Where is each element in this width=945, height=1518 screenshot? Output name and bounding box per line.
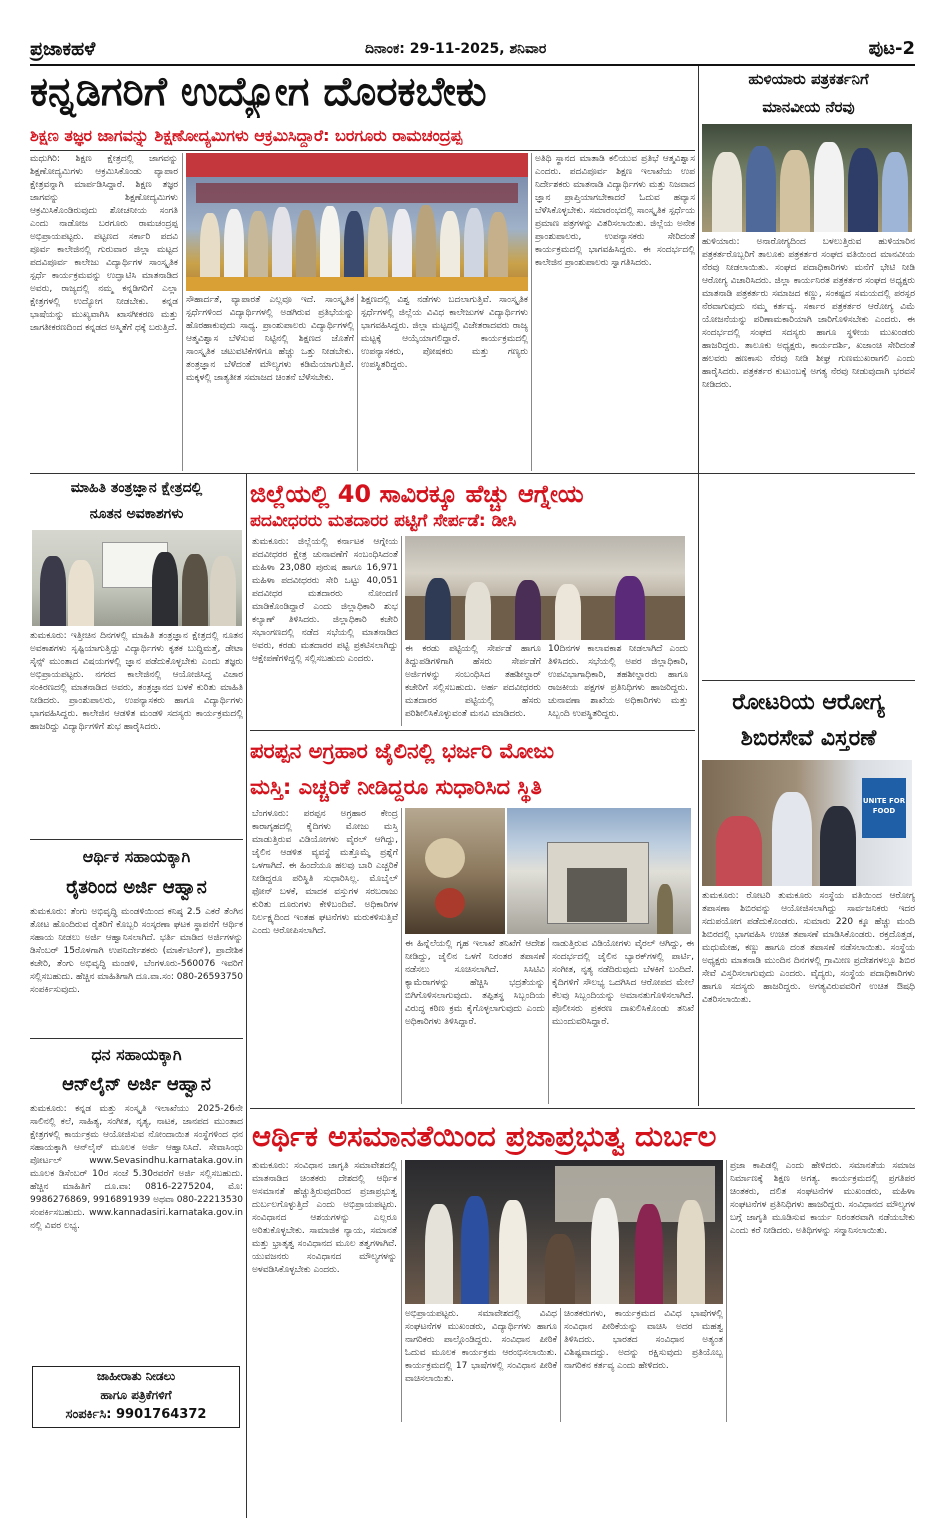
mahiti-title-1: ಮಾಹಿತಿ ತಂತ್ರಜ್ಞಾನ ಕ್ಷೇತ್ರದಲ್ಲಿ	[70, 480, 203, 496]
voters-caption-1: ಈ ಕರಡು ಪಟ್ಟಿಯಲ್ಲಿ ಸೇರ್ಪಡೆ ಹಾಗೂ ತಿದ್ದುಪಡಿಗಳಿಗಾಗಿ ಹೆಸರು ಸೇರ್ಪಡೆಗೆ ಅರ್ಜಿಗಳನ್ನು ಸಂಬಂಧಿಸಿದ ತಹಶೀಲ್ದಾರ್ ಕಚೇರಿಗೆ ಸಲ್ಲಿಸಬಹುದು. ಅರ್ಹ ಪದವೀಧರರು ಮತದಾರರ ಪಟ್ಟಿಯಲ್ಲಿ ಹೆಸರು ಪರಿಶೀಲಿಸಿಕೊಳ್ಳುವಂತೆ ಮನವಿ ಮಾಡಿದರು.	[405, 644, 541, 719]
rotary-title-1: ರೋಟರಿಯ ಆರೋಗ್ಯ	[732, 690, 885, 715]
equality-photo	[405, 1160, 723, 1304]
mahiti-photo	[32, 530, 242, 626]
dhana-title-2: ಆನ್‌ಲೈನ್ ಅರ್ಜಿ ಆಹ್ವಾನ	[62, 1074, 211, 1095]
voters-photo	[405, 536, 685, 640]
mahiti-body: ತುಮಕೂರು: ಇತ್ತೀಚಿನ ದಿನಗಳಲ್ಲಿ ಮಾಹಿತಿ ತಂತ್ರಜ್ಞಾನ ಕ್ಷೇತ್ರದಲ್ಲಿ ನೂತನ ಅವಕಾಶಗಳು ಸೃಷ್ಟಿಯಾಗುತ್ತಿದ್ದು ವಿದ್ಯಾರ್ಥಿಗಳು ಕೃತಕ ಬುದ್ಧಿಮತ್ತೆ, ಡೇಟಾ ಸೈನ್ಸ್ ಮುಂತಾದ ವಿಷಯಗಳಲ್ಲಿ ಜ್ಞಾನ ಪಡೆದುಕೊಳ್ಳಬೇಕು ಎಂದು ತಜ್ಞರು ಅಭಿಪ್ರಾಯಪಟ್ಟರು. ನಗರದ ಕಾಲೇಜಿನಲ್ಲಿ ಆಯೋಜಿಸಿದ್ದ ವಿಚಾರ ಸಂಕಿರಣದಲ್ಲಿ ಮಾತನಾಡಿದ ಅವರು, ತಂತ್ರಜ್ಞಾನದ ಬಳಕೆ ಕುರಿತು ಮಾಹಿತಿ ನೀಡಿದರು. ಪ್ರಾಂಶುಪಾಲರು, ಉಪನ್ಯಾಸಕರು ಹಾಗೂ ವಿದ್ಯಾರ್ಥಿಗಳು ಭಾಗವಹಿಸಿದ್ದರು. ಕಾಲೇಜಿನ ಆಡಳಿತ ಮಂಡಳಿ ಸದಸ್ಯರು ಕಾರ್ಯಕ್ರಮದಲ್ಲಿ ಹಾಜರಿದ್ದು ವಿದ್ಯಾರ್ಥಿಗಳಿಗೆ ಶುಭ ಹಾರೈಸಿದರು.	[30, 631, 243, 732]
dhana-body: ತುಮಕೂರು: ಕನ್ನಡ ಮತ್ತು ಸಂಸ್ಕೃತಿ ಇಲಾಖೆಯು 2025-26ನೇ ಸಾಲಿನಲ್ಲಿ ಕಲೆ, ಸಾಹಿತ್ಯ, ಸಂಗೀತ, ನೃತ್ಯ, ನಾಟಕ, ಜಾನಪದ ಮುಂತಾದ ಕ್ಷೇತ್ರಗಳಲ್ಲಿ ಕಾರ್ಯಕ್ರಮ ಆಯೋಜಿಸುವ ನೋಂದಾಯಿತ ಸಂಸ್ಥೆಗಳಿಂದ ಧನ ಸಹಾಯಕ್ಕಾಗಿ ಆನ್‌ಲೈನ್ ಮೂಲಕ ಅರ್ಜಿ ಆಹ್ವಾನಿಸಿದೆ. ಸೇವಾಸಿಂಧು ಪೋರ್ಟಲ್ www.Sevasindhu.karnataka.gov.in ಮೂಲಕ ಡಿಸೆಂಬರ್ 10ರ ಸಂಜೆ 5.30ರವರೆಗೆ ಅರ್ಜಿ ಸಲ್ಲಿಸಬಹುದು. ಹೆಚ್ಚಿನ ಮಾಹಿತಿಗೆ ದೂ.ವಾ: 0816-2275204, ಮೊ: 9986276869, 9916891939 ಅಥವಾ 080-22213530 ಸಂಪರ್ಕಿಸಬಹುದು. www.kannadasiri.karnataka.gov.in ನಲ್ಲಿ ವಿವರ ಲಭ್ಯ.	[30, 1104, 243, 1231]
issue-date: ದಿನಾಂಕ: 29-11-2025, ಶನಿವಾರ	[365, 41, 547, 57]
ad-line-1: ಜಾಹೀರಾತು ನೀಡಲು	[96, 1369, 176, 1383]
lead-column-2: ಸೌಹಾರ್ದತೆ, ವ್ಯಾಪಾರತೆ ಎಲ್ಲವೂ ಇದೆ. ಸಾಂಸ್ಕೃತಿಕ ಸ್ಪರ್ಧೆಗಳಿಂದ ವಿದ್ಯಾರ್ಥಿಗಳಲ್ಲಿ ಅಡಗಿರುವ ಪ್ರತಿಭೆಯನ್ನು ಹೊರಹಾಕುವುದು ಸಾಧ್ಯ. ಪ್ರಾಂಶುಪಾಲರು ವಿದ್ಯಾರ್ಥಿಗಳಲ್ಲಿ ಆತ್ಮವಿಶ್ವಾಸ ಬೆಳೆಸುವ ನಿಟ್ಟಿನಲ್ಲಿ ಶಿಕ್ಷಣದ ಜೊತೆಗೆ ಸಾಂಸ್ಕೃತಿಕ ಚಟುವಟಿಕೆಗಳಿಗೂ ಹೆಚ್ಚು ಒತ್ತು ನೀಡಬೇಕು. ತಂತ್ರಜ್ಞಾನ ಬೆಳೆದಂತೆ ಮೌಲ್ಯಗಳು ಕಡಿಮೆಯಾಗುತ್ತಿವೆ. ಮಕ್ಕಳಲ್ಲಿ ಜಾತ್ಯತೀತ ಸಮಾಜದ ಚಿಂತನೆ ಬೆಳೆಸಬೇಕು.	[186, 295, 354, 383]
page-number: ಪುಟ-2	[868, 38, 915, 59]
voters-column-1: ತುಮಕೂರು: ಜಿಲ್ಲೆಯಲ್ಲಿ ಕರ್ನಾಟಕ ಆಗ್ನೇಯ ಪದವೀಧರರ ಕ್ಷೇತ್ರ ಚುನಾವಣೆಗೆ ಸಂಬಂಧಿಸಿದಂತೆ ಮಹಿಳಾ 23,080 ಪುರುಷ ಹಾಗೂ 16,971 ಮಹಿಳಾ ಪದವೀಧರರು ಸೇರಿ ಒಟ್ಟು 40,051 ಪದವೀಧರ ಮತದಾರರು ನೋಂದಣಿ ಮಾಡಿಕೊಂಡಿದ್ದಾರೆ ಎಂದು ಜಿಲ್ಲಾಧಿಕಾರಿ ಶುಭ ಕಲ್ಯಾಣ್ ತಿಳಿಸಿದರು. ಜಿಲ್ಲಾಧಿಕಾರಿ ಕಚೇರಿ ಸಭಾಂಗಣದಲ್ಲಿ ನಡೆದ ಸಭೆಯಲ್ಲಿ ಮಾತನಾಡಿದ ಅವರು, ಕರಡು ಮತದಾರರ ಪಟ್ಟಿ ಪ್ರಕಟಿಸಲಾಗಿದ್ದು ಆಕ್ಷೇಪಣೆಗಳಿದ್ದಲ್ಲಿ ಸಲ್ಲಿಸಬಹುದು ಎಂದರು.	[252, 537, 398, 664]
advertisement-box	[32, 1366, 240, 1428]
dhana-title-1: ಧನ ಸಹಾಯಕ್ಕಾಗಿ	[91, 1045, 182, 1064]
jail-headline-2: ಮಸ್ತಿ: ಎಚ್ಚರಿಕೆ ನೀಡಿದ್ದರೂ ಸುಧಾರಿಸಿದ ಸ್ಥಿತಿ	[250, 775, 542, 799]
masthead	[30, 36, 915, 66]
equality-caption-1: ಅಭಿಪ್ರಾಯಪಟ್ಟರು. ಸಮಾವೇಶದಲ್ಲಿ ವಿವಿಧ ಸಂಘಟನೆಗಳ ಮುಖಂಡರು, ವಿದ್ಯಾರ್ಥಿಗಳು ಹಾಗೂ ನಾಗರಿಕರು ಪಾಲ್ಗೊಂಡಿದ್ದರು. ಸಂವಿಧಾನ ಪೀಠಿಕೆ ಓದುವ ಮೂಲಕ ಕಾರ್ಯಕ್ರಮ ಆರಂಭಿಸಲಾಯಿತು. ಕಾರ್ಯಕ್ರಮದಲ್ಲಿ 17 ಭಾಷೆಗಳಲ್ಲಿ ಸಂವಿಧಾನ ಪೀಠಿಕೆ ವಾಚಿಸಲಾಯಿತು.	[405, 1309, 557, 1384]
lead-column-1: ಮಧುಗಿರಿ: ಶಿಕ್ಷಣ ಕ್ಷೇತ್ರದಲ್ಲಿ ಜಾಗವನ್ನು ಶಿಕ್ಷಣೋದ್ಯಮಿಗಳು ಆಕ್ರಮಿಸಿಕೊಂಡು ವ್ಯಾಪಾರ ಕ್ಷೇತ್ರವನ್ನಾಗಿ ಮಾರ್ಪಡಿಸಿದ್ದಾರೆ. ಶಿಕ್ಷಣ ತಜ್ಞರ ಜಾಗವನ್ನು ಶಿಕ್ಷಣೋದ್ಯಮಿಗಳು ಆಕ್ರಮಿಸಿಕೊಂಡಿರುವುದು ಶೋಚನೀಯ ಸಂಗತಿ ಎಂದು ನಾಡೋಜ ಬರಗೂರು ರಾಮಚಂದ್ರಪ್ಪ ಅಭಿಪ್ರಾಯಪಟ್ಟರು. ಪಟ್ಟಣದ ಸರ್ಕಾರಿ ಪದವಿ ಪೂರ್ವ ಕಾಲೇಜಿನಲ್ಲಿ ಗುರುವಾರ ಜಿಲ್ಲಾ ಮಟ್ಟದ ಪದವಿಪೂರ್ವ ಕಾಲೇಜು ವಿದ್ಯಾರ್ಥಿಗಳ ಸಾಂಸ್ಕೃತಿಕ ಸ್ಪರ್ಧೆ ಕಾರ್ಯಕ್ರಮವನ್ನು ಉದ್ಘಾಟಿಸಿ ಮಾತನಾಡಿದ ಅವರು, ರಾಜ್ಯದಲ್ಲಿ ನಮ್ಮ ಕನ್ನಡಿಗರಿಗೆ ಎಲ್ಲಾ ಕ್ಷೇತ್ರಗಳಲ್ಲಿ ಉದ್ಯೋಗ ನೀಡಬೇಕು. ಕನ್ನಡ ಭಾಷೆಯನ್ನು ಮುಖ್ಯವಾಗಿಸಿ ಖಾಸಗೀಕರಣ ಮತ್ತು ಜಾಗತೀಕರಣದಿಂದ ಕನ್ನಡದ ಅಸ್ಮಿತೆಗೆ ಧಕ್ಕೆ ಬರುತ್ತಿದೆ.	[30, 154, 178, 333]
jail-headline-1: ಪರಪ್ಪನ ಅಗ್ರಹಾರ ಜೈಲಿನಲ್ಲಿ ಭರ್ಜರಿ ಮೋಜು	[250, 739, 555, 763]
equality-column-1: ತುಮಕೂರು: ಸಂವಿಧಾನ ಜಾಗೃತಿ ಸಮಾವೇಶದಲ್ಲಿ ಮಾತನಾಡಿದ ಚಿಂತಕರು ದೇಶದಲ್ಲಿ ಆರ್ಥಿಕ ಅಸಮಾನತೆ ಹೆಚ್ಚುತ್ತಿರುವುದರಿಂದ ಪ್ರಜಾಪ್ರಭುತ್ವ ದುರ್ಬಲಗೊಳ್ಳುತ್ತಿದೆ ಎಂದು ಅಭಿಪ್ರಾಯಪಟ್ಟರು. ಸಂವಿಧಾನದ ಆಶಯಗಳನ್ನು ಎಲ್ಲರೂ ಅರಿತುಕೊಳ್ಳಬೇಕು. ಸಾಮಾಜಿಕ ನ್ಯಾಯ, ಸಮಾನತೆ ಮತ್ತು ಭ್ರಾತೃತ್ವ ಸಂವಿಧಾನದ ಮೂಲ ತತ್ವಗಳಾಗಿವೆ. ಯುವಜನರು ಸಂವಿಧಾನದ ಮೌಲ್ಯಗಳನ್ನು ಅಳವಡಿಸಿಕೊಳ್ಳಬೇಕು ಎಂದರು.	[252, 1161, 397, 1275]
rotary-photo	[702, 760, 912, 886]
jail-photo-gate	[507, 808, 691, 934]
ad-line-2: ಹಾಗೂ ಪತ್ರಿಕೆಗಳಿಗೆ	[100, 1388, 172, 1402]
jail-photo-items	[405, 808, 505, 934]
lead-headline: ಕನ್ನಡಿಗರಿಗೆ ಉದ್ಯೋಗ ದೊರಕಬೇಕು	[30, 69, 487, 115]
huliyar-title-2: ಮಾನವೀಯ ನೆರವು	[762, 98, 855, 116]
huliyar-body: ಹುಳಿಯಾರು: ಅನಾರೋಗ್ಯದಿಂದ ಬಳಲುತ್ತಿರುವ ಹುಳಿಯಾರಿನ ಪತ್ರಕರ್ತರೊಬ್ಬರಿಗೆ ತಾಲೂಕು ಪತ್ರಕರ್ತರ ಸಂಘದ ವತಿಯಿಂದ ಮಾನವೀಯ ನೆರವು ನೀಡಲಾಯಿತು. ಸಂಘದ ಪದಾಧಿಕಾರಿಗಳು ಮನೆಗೆ ಭೇಟಿ ನೀಡಿ ಆರೋಗ್ಯ ವಿಚಾರಿಸಿದರು. ಜಿಲ್ಲಾ ಕಾರ್ಯನಿರತ ಪತ್ರಕರ್ತರ ಸಂಘದ ಅಧ್ಯಕ್ಷರು ಮಾತನಾಡಿ ಪತ್ರಕರ್ತರು ಸಮಾಜದ ಕಣ್ಣು, ಸಂಕಷ್ಟದ ಸಮಯದಲ್ಲಿ ಪರಸ್ಪರ ನೆರವಾಗುವುದು ನಮ್ಮ ಕರ್ತವ್ಯ. ಸರ್ಕಾರ ಪತ್ರಕರ್ತರ ಆರೋಗ್ಯ ವಿಮೆ ಯೋಜನೆಯನ್ನು ಪರಿಣಾಮಕಾರಿಯಾಗಿ ಜಾರಿಗೊಳಿಸಬೇಕು ಎಂದರು. ಈ ಸಂದರ್ಭದಲ್ಲಿ ಸಂಘದ ಸದಸ್ಯರು ಹಾಗೂ ಸ್ಥಳೀಯ ಮುಖಂಡರು ಹಾಜರಿದ್ದರು. ತಾಲೂಕು ಅಧ್ಯಕ್ಷರು, ಕಾರ್ಯದರ್ಶಿ, ಖಜಾಂಚಿ ಸೇರಿದಂತೆ ಹಲವರು ಹಣಕಾಸು ನೆರವು ನೀಡಿ ಶೀಘ್ರ ಗುಣಮುಖರಾಗಲಿ ಎಂದು ಹಾರೈಸಿದರು. ಪತ್ರಕರ್ತರ ಕುಟುಂಬಕ್ಕೆ ಅಗತ್ಯ ನೆರವು ನೀಡುವುದಾಗಿ ಭರವಸೆ ನೀಡಿದರು.	[702, 237, 915, 390]
rotary-poster: UNITE FOR FOOD	[862, 778, 906, 838]
voters-caption-2: 10ದಿನಗಳ ಕಾಲಾವಕಾಶ ನೀಡಲಾಗಿದೆ ಎಂದು ತಿಳಿಸಿದರು. ಸಭೆಯಲ್ಲಿ ಅಪರ ಜಿಲ್ಲಾಧಿಕಾರಿ, ಉಪವಿಭಾಗಾಧಿಕಾರಿ, ತಹಶೀಲ್ದಾರರು ಹಾಗೂ ರಾಜಕೀಯ ಪಕ್ಷಗಳ ಪ್ರತಿನಿಧಿಗಳು ಹಾಜರಿದ್ದರು. ಚುನಾವಣಾ ಶಾಖೆಯ ಅಧಿಕಾರಿಗಳು ಮತ್ತು ಸಿಬ್ಬಂದಿ ಉಪಸ್ಥಿತರಿದ್ದರು.	[548, 644, 688, 719]
arthika-title-2: ರೈತರಿಂದ ಅರ್ಜಿ ಆಹ್ವಾನ	[66, 877, 207, 898]
voters-subhead: ಪದವೀಧರರು ಮತದಾರರ ಪಟ್ಟಿಗೆ ಸೇರ್ಪಡೆ: ಡೀಸಿ	[250, 511, 517, 531]
huliyar-title-1: ಹುಳಿಯಾರು ಪತ್ರಕರ್ತನಿಗೆ	[748, 70, 869, 88]
lead-photo	[186, 153, 528, 291]
jail-column-1: ಬೆಂಗಳೂರು: ಪರಪ್ಪನ ಅಗ್ರಹಾರ ಕೇಂದ್ರ ಕಾರಾಗೃಹದಲ್ಲಿ ಕೈದಿಗಳು ಮೋಜು ಮಸ್ತಿ ಮಾಡುತ್ತಿರುವ ವಿಡಿಯೋಗಳು ವೈರಲ್ ಆಗಿದ್ದು, ಜೈಲಿನ ಆಡಳಿತ ವ್ಯವಸ್ಥೆ ಮತ್ತೊಮ್ಮೆ ಪ್ರಶ್ನೆಗೆ ಒಳಗಾಗಿದೆ. ಈ ಹಿಂದೆಯೂ ಹಲವು ಬಾರಿ ಎಚ್ಚರಿಕೆ ನೀಡಿದ್ದರೂ ಪರಿಸ್ಥಿತಿ ಸುಧಾರಿಸಿಲ್ಲ. ಮೊಬೈಲ್ ಫೋನ್ ಬಳಕೆ, ಮಾದಕ ವಸ್ತುಗಳ ಸರಬರಾಜು ಕುರಿತು ದೂರುಗಳು ಕೇಳಿಬಂದಿವೆ. ಅಧಿಕಾರಿಗಳ ನಿರ್ಲಕ್ಷ್ಯದಿಂದ ಇಂತಹ ಘಟನೆಗಳು ಮರುಕಳಿಸುತ್ತಿವೆ ಎಂದು ಆರೋಪಿಸಲಾಗಿದೆ.	[252, 809, 398, 936]
jail-column-3: ನಾಡುತ್ತಿರುವ ವಿಡಿಯೋಗಳು ವೈರಲ್ ಆಗಿದ್ದು, ಈ ಸಂದರ್ಭದಲ್ಲಿ ಜೈಲಿನ ಬ್ಯಾರಕ್‌ಗಳಲ್ಲಿ ಪಾರ್ಟಿ, ಸಂಗೀತ, ನೃತ್ಯ ನಡೆದಿರುವುದು ಬೆಳಕಿಗೆ ಬಂದಿದೆ. ಕೈದಿಗಳಿಗೆ ಸೌಲಭ್ಯ ಒದಗಿಸಿದ ಆರೋಪದ ಮೇಲೆ ಕೆಲವು ಸಿಬ್ಬಂದಿಯನ್ನು ಅಮಾನತುಗೊಳಿಸಲಾಗಿದೆ. ಪೊಲೀಸರು ಪ್ರಕರಣ ದಾಖಲಿಸಿಕೊಂಡು ತನಿಖೆ ಮುಂದುವರಿಸಿದ್ದಾರೆ.	[552, 939, 694, 1027]
lead-subhead: ಶಿಕ್ಷಣ ತಜ್ಞರ ಜಾಗವನ್ನು ಶಿಕ್ಷಣೋದ್ಯಮಿಗಳು ಆಕ್ರಮಿಸಿದ್ದಾರೆ: ಬರಗೂರು ರಾಮಚಂದ್ರಪ್ಪ	[30, 126, 463, 145]
arthika-title-1: ಆರ್ಥಿಕ ಸಹಾಯಕ್ಕಾಗಿ	[82, 847, 191, 866]
rotary-body: ತುಮಕೂರು: ರೋಟರಿ ತುಮಕೂರು ಸಂಸ್ಥೆಯ ವತಿಯಿಂದ ಆರೋಗ್ಯ ತಪಾಸಣಾ ಶಿಬಿರವನ್ನು ಆಯೋಜಿಸಲಾಗಿದ್ದು ಸಾರ್ವಜನಿಕರು ಇದರ ಸದುಪಯೋಗ ಪಡೆದುಕೊಂಡರು. ಸುಮಾರು 220 ಕ್ಕೂ ಹೆಚ್ಚು ಮಂದಿ ಶಿಬಿರದಲ್ಲಿ ಭಾಗವಹಿಸಿ ಉಚಿತ ತಪಾಸಣೆ ಮಾಡಿಸಿಕೊಂಡರು. ರಕ್ತದೊತ್ತಡ, ಮಧುಮೇಹ, ಕಣ್ಣು ಹಾಗೂ ದಂತ ತಪಾಸಣೆ ನಡೆಸಲಾಯಿತು. ಸಂಸ್ಥೆಯ ಅಧ್ಯಕ್ಷರು ಮಾತನಾಡಿ ಮುಂದಿನ ದಿನಗಳಲ್ಲಿ ಗ್ರಾಮೀಣ ಪ್ರದೇಶಗಳಲ್ಲೂ ಶಿಬಿರ ಸೇವೆ ವಿಸ್ತರಿಸಲಾಗುವುದು ಎಂದರು. ವೈದ್ಯರು, ಸಂಸ್ಥೆಯ ಪದಾಧಿಕಾರಿಗಳು ಹಾಗೂ ಸದಸ್ಯರು ಹಾಜರಿದ್ದರು. ಅಗತ್ಯವಿರುವವರಿಗೆ ಉಚಿತ ಔಷಧಿ ವಿತರಿಸಲಾಯಿತು.	[702, 891, 915, 1005]
newspaper-name: ಪ್ರಜಾಕಹಳೆ	[30, 38, 96, 60]
arthika-body: ತುಮಕೂರು: ತೆಂಗು ಅಭಿವೃದ್ಧಿ ಮಂಡಳಿಯಿಂದ ಕನಿಷ್ಠ 2.5 ಎಕರೆ ತೆಂಗಿನ ತೋಟ ಹೊಂದಿರುವ ರೈತರಿಗೆ ಕೊಬ್ಬರಿ ಸಂಸ್ಕರಣಾ ಘಟಕ ಸ್ಥಾಪನೆಗೆ ಆರ್ಥಿಕ ಸಹಾಯ ನೀಡಲು ಅರ್ಜಿ ಆಹ್ವಾನಿಸಲಾಗಿದೆ. ಭರ್ತಿ ಮಾಡಿದ ಅರ್ಜಿಗಳನ್ನು ಡಿಸೆಂಬರ್ 15ರೊಳಗಾಗಿ ಉಪನಿರ್ದೇಶಕರು (ಮಾರ್ಕೆಟಿಂಗ್), ಪ್ರಾದೇಶಿಕ ಕಚೇರಿ, ತೆಂಗು ಅಭಿವೃದ್ಧಿ ಮಂಡಳಿ, ಬೆಂಗಳೂರು-560076 ಇವರಿಗೆ ಸಲ್ಲಿಸಬಹುದು. ಹೆಚ್ಚಿನ ಮಾಹಿತಿಗಾಗಿ ದೂ.ವಾ.ಸಂ: 080-26593750 ಸಂಪರ್ಕಿಸುವುದು.	[30, 907, 243, 995]
huliyar-photo	[702, 124, 912, 232]
lead-column-4: ಅತಿಥಿ ಸ್ಥಾನದ ಮಾತಾಡಿ ಕಲಿಯುವ ಪ್ರತಿಭೆ ಆತ್ಮವಿಶ್ವಾಸ ಎಂದರು. ಪದವಿಪೂರ್ವ ಶಿಕ್ಷಣ ಇಲಾಖೆಯ ಉಪ ನಿರ್ದೇಶಕರು ಮಾತನಾಡಿ ವಿದ್ಯಾರ್ಥಿಗಳು ಮತ್ತು ನಿಜವಾದ ಜ್ಞಾನ ಪ್ರಾಪ್ತಿಯಾಗಬೇಕಾದರೆ ಓದುವ ಹವ್ಯಾಸ ಬೆಳೆಸಿಕೊಳ್ಳಬೇಕು. ಸಮಾರಂಭದಲ್ಲಿ ಸಾಂಸ್ಕೃತಿಕ ಸ್ಪರ್ಧೆಯ ಪ್ರಮಾಣ ಪತ್ರಗಳನ್ನು ವಿತರಿಸಲಾಯಿತು. ಜಿಲ್ಲೆಯ ಅನೇಕ ಪ್ರಾಂಶುಪಾಲರು, ಉಪನ್ಯಾಸಕರು ಸೇರಿದಂತೆ ಕಾರ್ಯಕ್ರಮದಲ್ಲಿ ಭಾಗವಹಿಸಿದ್ದರು. ಈ ಸಂದರ್ಭದಲ್ಲಿ ಕಾಲೇಜಿನ ಪ್ರಾಂಶುಪಾಲರು ಸ್ವಾಗತಿಸಿದರು.	[535, 154, 695, 268]
jail-column-2: ಈ ಹಿನ್ನೆಲೆಯಲ್ಲಿ ಗೃಹ ಇಲಾಖೆ ತನಿಖೆಗೆ ಆದೇಶ ನೀಡಿದ್ದು, ಜೈಲಿನ ಒಳಗೆ ನಿರಂತರ ತಪಾಸಣೆ ನಡೆಸಲು ಸೂಚಿಸಲಾಗಿದೆ. ಸಿಸಿಟಿವಿ ಕ್ಯಾಮೆರಾಗಳನ್ನು ಹೆಚ್ಚಿಸಿ ಭದ್ರತೆಯನ್ನು ಬಿಗಿಗೊಳಿಸಲಾಗುವುದು. ತಪ್ಪಿತಸ್ಥ ಸಿಬ್ಬಂದಿಯ ವಿರುದ್ಧ ಕಠಿಣ ಕ್ರಮ ಕೈಗೊಳ್ಳಲಾಗುವುದು ಎಂದು ಅಧಿಕಾರಿಗಳು ತಿಳಿಸಿದ್ದಾರೆ.	[405, 939, 545, 1027]
ad-contact: ಸಂಪರ್ಕಿಸಿ: 9901764372	[65, 1407, 207, 1422]
equality-column-4: ಪ್ರಜಾ ಕಾಪಿಡಲ್ಲಿ ಎಂದು ಹೇಳಿದರು. ಸಮಾನತೆಯ ಸಮಾಜ ನಿರ್ಮಾಣಕ್ಕೆ ಶಿಕ್ಷಣ ಅಗತ್ಯ. ಕಾರ್ಯಕ್ರಮದಲ್ಲಿ ಪ್ರಗತಿಪರ ಚಿಂತಕರು, ದಲಿತ ಸಂಘಟನೆಗಳ ಮುಖಂಡರು, ಮಹಿಳಾ ಸಂಘಟನೆಗಳ ಪ್ರತಿನಿಧಿಗಳು ಹಾಜರಿದ್ದರು. ಸಂವಿಧಾನದ ಮೌಲ್ಯಗಳ ಬಗ್ಗೆ ಜಾಗೃತಿ ಮೂಡಿಸುವ ಕಾರ್ಯ ನಿರಂತರವಾಗಿ ನಡೆಯಬೇಕು ಎಂದು ಕರೆ ನೀಡಿದರು. ಅತಿಥಿಗಳನ್ನು ಸನ್ಮಾನಿಸಲಾಯಿತು.	[730, 1161, 915, 1236]
voters-headline: ಜಿಲ್ಲೆಯಲ್ಲಿ 40 ಸಾವಿರಕ್ಕೂ ಹೆಚ್ಚು ಆಗ್ನೇಯ	[250, 480, 584, 508]
lead-column-3: ಶಿಕ್ಷಣದಲ್ಲಿ ವಿಶ್ವ ನಡೆಗಳು ಬದಲಾಗುತ್ತಿವೆ. ಸಾಂಸ್ಕೃತಿಕ ಸ್ಪರ್ಧೆಗಳಲ್ಲಿ ಜಿಲ್ಲೆಯ ವಿವಿಧ ಕಾಲೇಜುಗಳ ವಿದ್ಯಾರ್ಥಿಗಳು ಭಾಗವಹಿಸಿದ್ದರು. ಜಿಲ್ಲಾ ಮಟ್ಟದಲ್ಲಿ ವಿಜೇತರಾದವರು ರಾಜ್ಯ ಮಟ್ಟಕ್ಕೆ ಆಯ್ಕೆಯಾಗಲಿದ್ದಾರೆ. ಕಾರ್ಯಕ್ರಮದಲ್ಲಿ ಉಪನ್ಯಾಸಕರು, ಪೋಷಕರು ಮತ್ತು ಗಣ್ಯರು ಉಪಸ್ಥಿತರಿದ್ದರು.	[361, 295, 528, 370]
equality-headline: ಆರ್ಥಿಕ ಅಸಮಾನತೆಯಿಂದ ಪ್ರಜಾಪ್ರಭುತ್ವ ದುರ್ಬಲ	[252, 1119, 717, 1153]
mahiti-title-2: ನೂತನ ಅವಕಾಶಗಳು	[89, 506, 184, 522]
equality-caption-2: ಚಿಂತಕರುಗಳು, ಕಾರ್ಯಕ್ರಮದ ವಿವಿಧ ಭಾಷೆಗಳಲ್ಲಿ ಸಂವಿಧಾನ ಪೀಠಿಕೆಯನ್ನು ವಾಚಿಸಿ ಅದರ ಮಹತ್ವ ತಿಳಿಸಿದರು. ಭಾರತದ ಸಂವಿಧಾನ ಅತ್ಯಂತ ವಿಶಿಷ್ಟವಾದದ್ದು. ಅದನ್ನು ರಕ್ಷಿಸುವುದು ಪ್ರತಿಯೊಬ್ಬ ನಾಗರಿಕನ ಕರ್ತವ್ಯ ಎಂದು ಹೇಳಿದರು.	[564, 1309, 723, 1371]
rotary-title-2: ಶಿಬಿರಸೇವೆ ವಿಸ್ತರಣೆ	[740, 726, 877, 751]
